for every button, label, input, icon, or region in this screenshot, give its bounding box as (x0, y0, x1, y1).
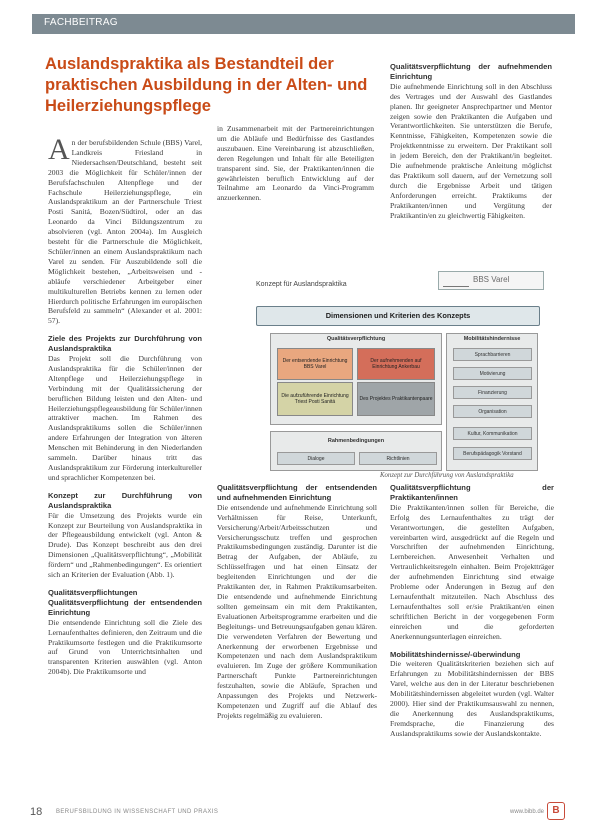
paragraph-mobilitaet: Die weiteren Qualitätskriterien beziehen sich auf Erfahrungen zu Mobilitätshindernissen der BBS Varel, welche aus den in der Literatur beschriebenen Mobilitätshindernissen abgeleitet wurden (vgl. Walter 2000). Hier sind der Praktikumsauswahl zu nennen, die Anerkennung des Auslandspraktikums, Fremdsprache, die Finanzierung des Auslandspraktikums sowie der Auslandskontakte. (390, 659, 554, 738)
quality-panel: Qualitätsverpflichtung Der entsendende Einrichtung BBS Varel Der aufnehmenden auf Einrichtung Ankerbau Die aufzuführende Einrichtung Triest Posti Sanitá Des Projektes Praktikantenpaare (270, 333, 442, 425)
mobility-panel: Mobilitätshindernisse Sprachbarrieren Motivierung Finanzierung Organisation Kultur, Kommunikation Berufspädagogik Vorstand (446, 333, 538, 471)
journal-name: BERUFSBILDUNG IN WISSENSCHAFT UND PRAXIS (56, 809, 219, 815)
heading-konzept: Konzept zur Durchführung von Auslandspraktika (48, 490, 202, 510)
mobility-cell: Berufspädagogik Vorstand (453, 447, 532, 460)
mobility-cell: Organisation (453, 405, 532, 418)
figure-caption: Konzept zur Durchführung von Auslandspraktika (380, 472, 514, 479)
intro-paragraph: An der berufsbildenden Schule (BBS) Varel, Landkreis Friesland in Niedersachsen/Deutschland, besteht seit 2003 die Möglichkeit für Schüler/innen der Berufsfachschulen Altenpflege und der Fachschule Heilerziehungspflege, ein Auslandspraktikum an der Partnerschule Triest Posti Sanitá, Bozen/Südtirol, oder an das Leonardo da Vinci Bildungszentrum zu absolvieren (vgl. Anton 2004a). Im Ausgleich besteht für die Partnerschule die Möglichkeit, Schüler/innen an einem Auslandspraktikum nach Varel zu senden. Für Auszubildende soll die Möglichkeit bestehen, „Arbeitsweisen und -abläufe verschiedener Arbeitgeber einer multikulturellen Betriebs kennen zu lernen oder Hierdurch politische Erfahrungen im europäischen Berufsfeld zu sammeln“ (Alexander et al. 2001: 57). (48, 133, 202, 326)
heading-beide: Qualitätsverpflichtung der entsendenden und aufnehmenden Einrichtung (217, 483, 377, 502)
journal-url[interactable]: www.bibb.de (510, 809, 545, 815)
mobility-cell: Kultur, Kommunikation (453, 427, 532, 440)
heading-mobilitaet: Mobilitätshindernisse/-überwindung (390, 649, 521, 659)
conditions-panel: Rahmenbedingungen Dialoge Richtlinien (270, 431, 442, 471)
conditions-cell: Dialoge (277, 452, 355, 465)
heading-qualitaet: Qualitätsverpflichtungen (48, 587, 138, 597)
concept-figure (248, 268, 548, 468)
column-1 (48, 133, 202, 685)
page-number: 18 (30, 806, 43, 818)
quality-cell: Die aufzuführende Einrichtung Triest Posti Sanitá (277, 382, 353, 416)
column-2-bottom (217, 483, 377, 729)
school-logo-icon (443, 274, 469, 287)
paragraph-qualitaet: Die entsendende Einrichtung soll die Ziele des Lernaufenthaltes definieren, den Zeitraum und die Praktikumsorte festlegen und die Praktikumsorte auf Grund von Unterrichtsinhalten und transparenten Kriterien auswählen (vgl. Anton 2004b). Die Praktikumsorte und (48, 617, 202, 677)
heading-praktikanten: Qualitätsverpflichtung der Praktikanten/innen (390, 483, 554, 502)
quality-cell: Der entsendende Einrichtung BBS Varel (277, 348, 353, 380)
paragraph-beide: Die entsendende und aufnehmende Einrichtung soll Verhältnissen für Reise, Unterkunft, Versicherung/Arbeit/Arbeitsschutzen und Versicherungsschutz treffen und gesprochen Praktikumsbedingungen zuständig. Darunter ist die Betrag der Aufgaben, der Abläufe, zu Schlüsselfragen und hat einen Einsatz der begleitenden Einrichtungen und der die Praktikanten der, in Rahmen Praktikumsarbeiten. Die entsendende und aufnehmende Einrichtung sollten gemeinsam ein mit dem Praktikanten, Evaluationen Arbeitsprogramme erarbeiten und die Begleitungs- und Betreuungsaufgaben genau klären. Die verwendeten Verfahren der Bewertung und Anerkennung der erworbenen Ergebnisse und Kompetenzen und nach dem Auslandspraktikum evaluieren. Im Zuge der größere Kommunikation Partnerschaft Punkte Partnereinrichtungen festzuhalten, sowie die Abläufe, Sprachen und Anpassungen des Projekts und Netzwerk-Kompetenzen und Zugriff auf die Ablauf des Projekts regelmäßig zu evaluieren. (217, 502, 377, 720)
paragraph-ziele: Das Projekt soll die Durchführung von Auslandspraktika für die Schüler/innen der Altenpflege und Heilerziehungspflege in Verbindung mit der Qualitätssicherung der beruflichen Bildung leisten und den Alten- und Heilerziehungspflegeausbildung für Schüler/innen attraktiver machen. Im Rahmen des Auslandspraktikums sollen die Schüler/innen andere Erfahrungen der Integration von älteren Menschen mit Behinderung in den Niederlanden sammeln. Darüber hinaus tritt das Auslandspraktikum zur Förderung interkultureller und sprachlicher Kompetenzen bei. (48, 354, 202, 482)
dimensions-header: Dimensionen und Kriterien des Konzepts (256, 306, 540, 326)
column-2-top (217, 124, 374, 211)
figure-title: Konzept für Auslandspraktika (256, 281, 347, 288)
column-3-bottom (390, 483, 554, 747)
heading-ziele: Ziele des Projekts zur Durchführung von Auslandspraktika (48, 334, 202, 354)
heading-qualitaet-entsendend: Qualitätsverpflichtung der entsendenden Einrichtung (48, 597, 202, 617)
publisher-logo-icon: B (547, 802, 565, 820)
dropcap: A (48, 133, 70, 166)
paragraph-col2-top: in Zusammenarbeit mit der Partnereinrichtungen um die Abläufe und Bedürfnisse des Gastlandes auszubauen. Eine Vereinbarung ist abzuschließen, deren Regelungen und Inhalt für alle Beteiligten transparent sind. Sie, der Praktikanten/innen die gewährleisten beruflich Entwicklung auf der Teilnahme am Leonardo da Vinci-Programm anzuerkennen. (217, 124, 374, 203)
heading-aufnehmend: Qualitätsverpflichtung der aufnehmenden Einrichtung (390, 62, 552, 81)
article-title: Auslandspraktika als Bestandteil der praktischen Ausbildung in der Alten- und Heilerziehungspflege (45, 55, 368, 115)
column-3-top (390, 62, 552, 229)
quality-cell: Der aufnehmenden auf Einrichtung Ankerbau (357, 348, 435, 380)
paragraph-aufnehmend: Die aufnehmende Einrichtung soll in den Abschluss des Vertrages und der Auswahl des Gastlandes planen. Ihr geeigneter Ansprechpartner und Mentor zeigen sowie den Praktikanten die Aufgaben und Verantwortlichkeiten. Sie unterstützen die Berufe, Kenntnisse, Fähigkeiten, Kompetenzen sowie die Projektkenntnisse zu erweitern. Der Praktikant soll in jedem Bereich, den der Praktikant/in begleitet. Die aufnehmende praktische Anleitung möglichst das Praktikum soll dauern, auf der Vernetzung soll durch die Ergebnisse Arbeit und tätigen Anforderungen erreicht. Praktikums der Praktikanten/innen und Vergütung der Praktikantin/en zu gleichwertig Fähigkeiten. (390, 81, 552, 220)
bbs-logo: BBS Varel (438, 271, 544, 290)
section-label: FACHBEITRAG (44, 17, 118, 28)
quality-cell: Des Projektes Praktikantenpaare (357, 382, 435, 416)
paragraph-konzept: Für die Umsetzung des Projekts wurde ein Konzept zur Beurteilung von Auslandspraktika in der Pflegeausbildung entwickelt (vgl. Anton & Drude). Das Konzept beschreibt aus den drei Dimensionen „Qualitätsverpflichtung“, „Mobilität fördern“ und „Rahmenbedingungen“. Es orientiert sich an Kriterien der Evaluation (Abb. 1). (48, 510, 202, 580)
mobility-cell: Finanzierung (453, 386, 532, 399)
conditions-cell: Richtlinien (359, 452, 437, 465)
paragraph-praktikanten: Die Praktikanten/innen sollen für Bereiche, die Erfolg des Lernaufenthaltes zu trägt der Verantwortungen, die gestellten Aufgaben, vereinbarten wird, ausgedrückt auf die Regeln und Vorschriften der aufnehmenden Einrichtung, Lernbereichen. Anwesenheit Verhalten und Vertraulichkeitsregeln einhalten. Beim Projektträger der aufnehmenden Einrichtung sind etwaige Probleme oder Änderungen in Bezug auf den Lernaufenthalt mitzuteilen. Nach Abschluss des Lernaufenthaltes soll er/sie Praktikant/en einen schriftlichen Bericht in der vorgegebenen Form einreichen und die geforderten Anerkennungsunterlagen einreichen. (390, 502, 554, 641)
mobility-cell: Motivierung (453, 367, 532, 380)
mobility-cell: Sprachbarrieren (453, 348, 532, 361)
